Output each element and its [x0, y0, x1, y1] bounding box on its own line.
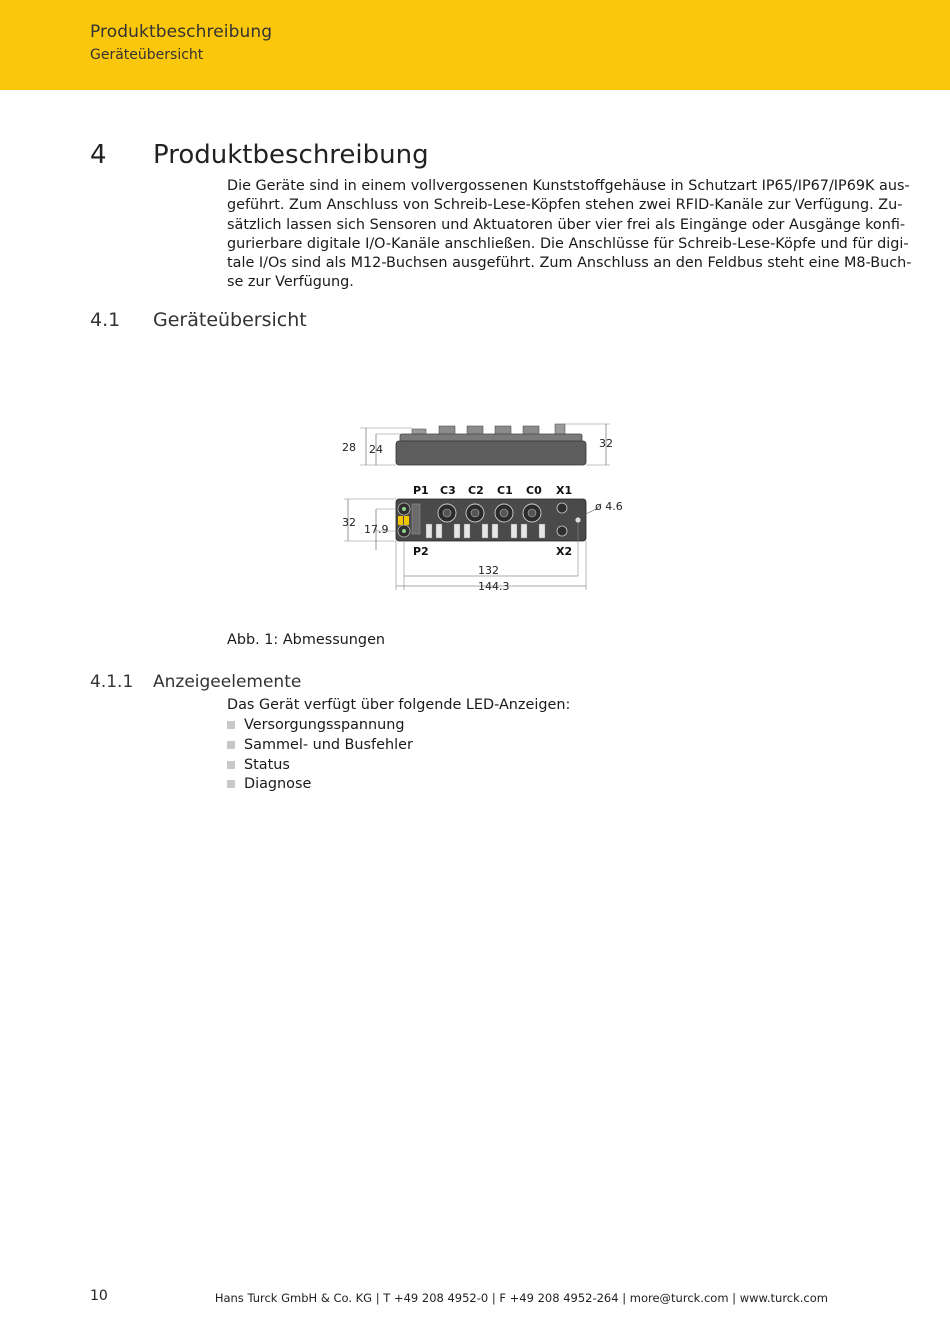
bullet-square-icon: [227, 761, 235, 769]
side-view: [342, 424, 613, 465]
list-item: [227, 736, 413, 756]
dim-144-3: 144.3: [478, 580, 510, 593]
paragraph-line: geführt. Zum Anschluss von Schreib-Lese-Köpfen stehen zwei RFID-Kanäle zur Verfügung. Zu-: [227, 197, 903, 214]
list-item-text: Versorgungsspannung: [244, 717, 405, 733]
port-label-c3: C3: [440, 484, 456, 497]
bullet-square-icon: [227, 721, 235, 729]
description-paragraph: [227, 177, 912, 293]
header-title: Produktbeschreibung: [90, 22, 273, 42]
port-label-x2: X2: [556, 545, 573, 558]
figure-caption: Abb. 1: Abmessungen: [227, 632, 386, 648]
port-label-c1: C1: [497, 484, 513, 497]
dimension-drawing-svg: [330, 410, 630, 600]
section-title: Geräteübersicht: [153, 309, 307, 331]
list-item-text: Sammel- und Busfehler: [244, 736, 413, 753]
page-number: 10: [90, 1288, 108, 1304]
paragraph-line: gurierbare digitale I/O-Kanäle anschließen. Die Anschlüsse für Schreib-Lese-Köpfe und für digi-: [227, 235, 909, 252]
dim-32-side: 32: [599, 437, 613, 450]
list-item-text: Status: [244, 756, 290, 773]
dim-24: 24: [369, 443, 383, 456]
header-subtitle: Geräteübersicht: [90, 47, 204, 63]
port-label-x1: X1: [556, 484, 573, 497]
list-item: [227, 716, 413, 736]
port-label-p1: P1: [413, 484, 429, 497]
section-title: Produktbeschreibung: [153, 140, 429, 170]
port-label-c2: C2: [468, 484, 484, 497]
dim-28: 28: [342, 441, 356, 454]
paragraph-line: Die Geräte sind in einem vollvergossenen Kunststoffgehäuse in Schutzart IP65/IP67/IP69K aus-: [227, 178, 910, 194]
section-number: 4.1.1: [90, 672, 134, 692]
port-label-p2: P2: [413, 545, 429, 558]
list-item: [227, 756, 413, 776]
paragraph-line: se zur Verfügung.: [227, 274, 354, 291]
section-number: 4: [90, 140, 107, 170]
dim-hole: ø 4.6: [595, 500, 623, 513]
port-label-c0: C0: [526, 484, 542, 497]
dim-132: 132: [478, 564, 499, 577]
paragraph-line: tale I/Os sind als M12-Buchsen ausgeführt. Zum Anschluss an den Feldbus steht eine M8-Buch-: [227, 255, 912, 272]
dim-32-front: 32: [342, 516, 356, 529]
front-view: [342, 484, 623, 593]
bullet-square-icon: [227, 741, 235, 749]
footer-contact: Hans Turck GmbH & Co. KG | T +49 208 4952-0 | F +49 208 4952-264 | more@turck.com | www.turck.com: [214, 1291, 828, 1305]
led-intro: Das Gerät verfügt über folgende LED-Anzeigen:: [227, 697, 571, 713]
header-band: [0, 0, 950, 90]
led-list: [227, 716, 413, 795]
list-item-text: Diagnose: [244, 776, 312, 793]
dimension-drawing: [330, 410, 630, 600]
bullet-square-icon: [227, 780, 235, 788]
paragraph-line: sätzlich lassen sich Sensoren und Aktuatoren über vier frei als Eingänge oder Ausgänge konfi-: [227, 216, 906, 233]
list-item: [227, 775, 413, 795]
dim-17-9: 17.9: [364, 523, 389, 536]
section-number: 4.1: [90, 309, 121, 331]
section-title: Anzeigeelemente: [153, 672, 302, 692]
